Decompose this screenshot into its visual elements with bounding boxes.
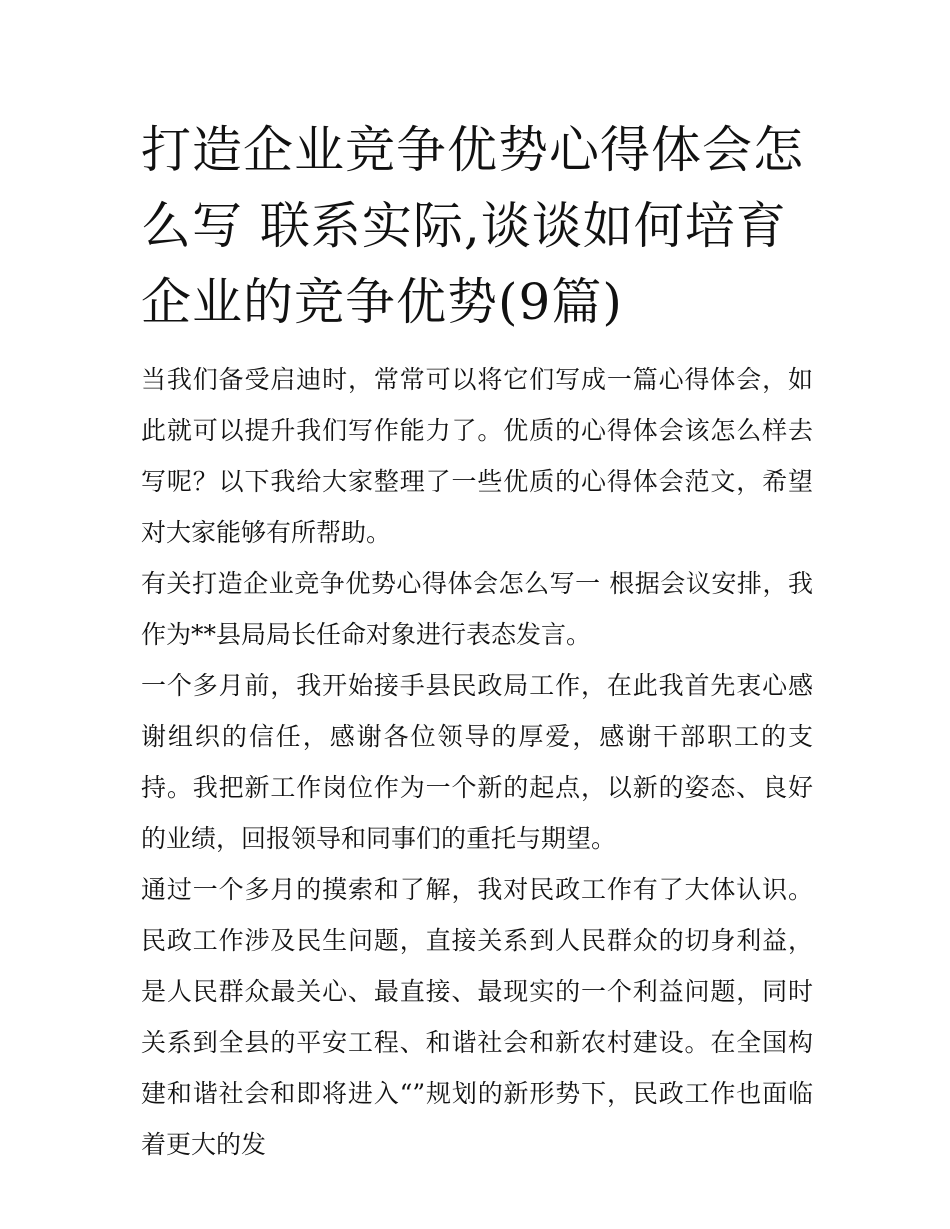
document-title: 打造企业竞争优势心得体会怎么写 联系实际,谈谈如何培育企业的竞争优势(9篇) bbox=[141, 121, 804, 331]
section-heading-paragraph: 有关打造企业竞争优势心得体会怎么写一 根据会议安排，我作为**县局局长任命对象进行表态发言。 bbox=[141, 569, 813, 649]
body-paragraph: 一个多月前，我开始接手县民政局工作，在此我首先衷心感谢组织的信任，感谢各位领导的厚爱，感谢干部职工的支持。我把新工作岗位作为一个新的起点，以新的姿态、良好的业绩，回报领导和同事们的重托与期望。 bbox=[141, 671, 813, 853]
document-content bbox=[141, 112, 813, 1170]
document-body bbox=[141, 354, 813, 1170]
intro-paragraph: 当我们备受启迪时，常常可以将它们写成一篇心得体会，如此就可以提升我们写作能力了。优质的心得体会该怎么样去写呢？以下我给大家整理了一些优质的心得体会范文，希望对大家能够有所帮助。 bbox=[141, 365, 813, 547]
body-paragraph: 通过一个多月的摸索和了解，我对民政工作有了大体认识。民政工作涉及民生问题，直接关系到人民群众的切身利益，是人民群众最关心、最直接、最现实的一个利益问题，同时关系到全县的平安工程、和谐社会和新农村建设。在全国构建和谐社会和即将进入“”规划的新形势下，民政工作也面临着更大的发 bbox=[141, 875, 813, 1159]
